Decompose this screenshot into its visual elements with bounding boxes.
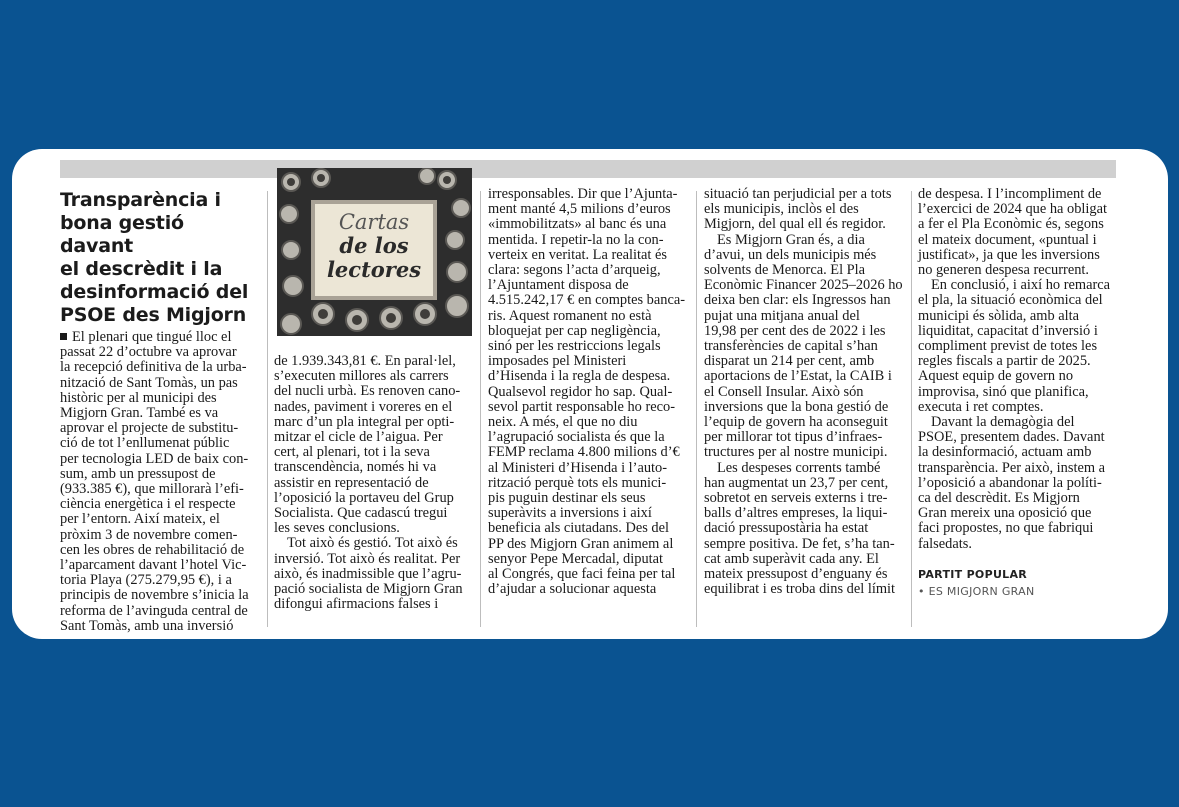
typewriter-photo [277, 168, 472, 336]
column-4 [704, 187, 909, 597]
section-label-line2: de los [339, 233, 409, 258]
paragraph: de despesa. I l’incompliment de l’exercici de 2024 que ha obligat a fer el Pla Econòmic és, segons el mateix document, «puntual i justificat», ja que les inversions no generen despesa recurrent. [918, 186, 1108, 279]
column-divider [696, 191, 697, 627]
top-rule [60, 160, 1116, 178]
bullet-square-icon [60, 333, 67, 340]
paragraph: En conclusió, i així ho remarca el pla, la situació econòmica del municipi és sòlida, amb alta liquiditat, capacitat d’inversió i compliment previst de totes les regles fiscals a partir de 2025. Aquest equip de govern no improvisa, sinó que planifica, executa i ret comptes. [918, 277, 1111, 415]
paragraph: irresponsables. Dir que l’Ajunta- ment manté 4,5 milions d’euros «immobilitzats» al banc és una mentida. I repetir-la no la con- verteix en veritat. La realitat és clara: segons l’acta d’arqueig, l’Ajuntament disposa de 4.515.242,17 € en comptes banca- ris. Aquest romanent no està bloquejat per cap negligència, sinó per les restriccions legals imposades pel Ministeri d’Hisenda i la regla de despesa. Qualsevol regidor ho sap. Qual- sevol partit responsable ho reco- neix. A més, el que no diu l’agrupació socialista és que la FEMP reclama 4.800 milions d’€ al Ministeri d’Hisenda i l’auto- rització perquè tots els munici- pis puguin destinar els seus superàvits a inversions i així beneficia als ciutadans. Des del PP des Migjorn Gran animem al senyor Pepe Mercadal, diputat al Congrés, que faci feina per tal d’ajudar a solucionar aquesta [488, 186, 686, 598]
paragraph-text: El plenari que tingué lloc el passat 22 d’octubre va aprovar la recepció definitiva de la urba- nització de Sant Tomàs, un pas històric per al municipi des Migjorn Gran. També es va aprovar el projecte de substitu- ció de tot l’enllumenat públic per tecnologia LED de baix con- sum, amb un pressupost de (933.385 €), que millorarà l’efi- ciència energètica i el respecte per l’entorn. Així mateix, el pròxim 3 de novembre comen- cen les obres de rehabilitació de l’aparcament davant l’hotel Vic- toria Playa (275.279,95 €), i a principis de novembre s’inicia la reforma de l’avinguda central de Sant Tomàs, amb una inversió [60, 329, 249, 634]
column-3 [488, 187, 693, 597]
paragraph: Davant la demagògia del PSOE, presentem dades. Davant la desinformació, actuam amb transparència. Per això, instem a l’oposició a abandonar la políti- ca del descrèdit. Es Migjorn Gran mereix una oposició que faci propostes, no que fabriqui falsedats. [918, 414, 1106, 552]
column-2 [274, 354, 474, 612]
signature-name: PARTIT POPULAR [918, 567, 1028, 581]
signature-place: • ES MIGJORN GRAN [918, 585, 1035, 599]
column-5 [918, 187, 1130, 599]
paragraph: Es Migjorn Gran és, a dia d’avui, un dels municipis més solvents de Menorca. El Pla Econòmic Financer 2025–2026 ho deixa ben clar: els Ingressos han pujat una mitjana anual del 19,98 per cent des de 2022 i les transferències de capital s’han disparat un 214 per cent, amb aportacions de l’Estat, la CAIB i el Consell Insular. Això són inversions que la bona gestió de l’equip de govern ha aconseguit per millorar tot tipus d’infraes- tructures per al nostre municipi. [704, 231, 903, 461]
column-1 [60, 189, 260, 634]
section-label-line3: lectores [326, 257, 422, 282]
column-divider [911, 191, 912, 627]
paragraph: situació tan perjudicial per a tots els municipis, inclòs el des Migjorn, del qual ell és regidor. [704, 186, 892, 233]
section-label-line1: Cartas [338, 210, 410, 234]
column-divider [480, 191, 481, 627]
paragraph [60, 330, 260, 634]
paragraph: Tot això és gestió. Tot això és inversió. Tot això és realitat. Per això, és inadmissible que l’agru- pació socialista de Migjorn Gran difongui afirmacions falses i [274, 535, 463, 613]
section-label [311, 200, 437, 300]
paragraph: de 1.939.343,81 €. En paral·lel, s’executen millores als carrers del nucli urbà. Es renoven cano- nades, paviment i voreres en el marc d’un pla integral per opti- mitzar el cicle de l’aigua. Per cert, al plenari, tot i la seva transcendència, només hi va assistir en representació de l’oposició la portaveu del Grup Socialista. Que cadascú tregui les seves conclusions. [274, 353, 461, 537]
article-headline: Transparència i bona gestió davant el descrèdit i la desinformació del PSOE des Migjorn [60, 189, 249, 326]
article-card [12, 149, 1168, 639]
paragraph: Les despeses corrents també han augmentat un 23,7 per cent, sobretot en serveis externs i tre- balls d’altres empreses, la liqui- dació pressupostària ha estat sempre positiva. De fet, s’ha tan- cat amb superàvit cada any. El mateix pressupost d’enguany és equilibrat i es troba dins del límit [704, 459, 896, 598]
column-divider [267, 191, 268, 627]
